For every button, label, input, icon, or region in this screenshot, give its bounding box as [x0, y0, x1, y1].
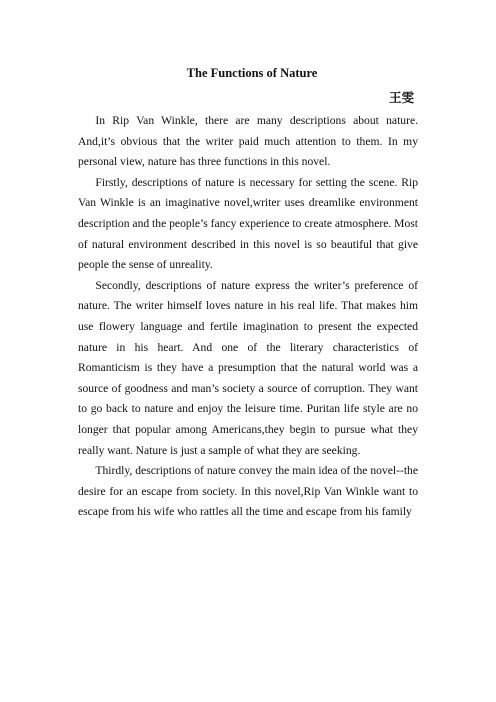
document-title: The Functions of Nature	[186, 66, 318, 80]
paragraph-2: Firstly, descriptions of nature is necessary for setting the scene. Rip Van Winkle is an imaginative novel,writer uses dreamlike environment description and the people’s fancy experience to create atmosphere. Most of natural environment described in this novel is so beautiful that give people the sense of unreality.	[78, 175, 418, 272]
paragraph-1: In Rip Van Winkle, there are many descriptions about nature. And,it’s obvious that the writer paid much attention to them. In my personal view, nature has three functions in this novel.	[78, 114, 418, 169]
author-name: 王雯	[388, 91, 414, 105]
paragraph-4: Thirdly, descriptions of nature convey the main idea of the novel--the desire for an escape from society. In this novel,Rip Van Winkle want to escape from his wife who rattles all the time and escape from his family	[78, 464, 418, 519]
paragraph-3: Secondly, descriptions of nature express the writer’s preference of nature. The writer himself loves nature in his real life. That makes him use flowery language and fertile imagination to present the expected nature in his heart. And one of the literary characteristics of Romanticism is they have a presumption that the natural world was a source of goodness and man’s society a source of corruption. They want to go back to nature and enjoy the leisure time. Puritan life style are no longer that popular among Americans,they begin to pursue what they really want. Nature is just a sample of what they are seeking.	[78, 278, 418, 457]
